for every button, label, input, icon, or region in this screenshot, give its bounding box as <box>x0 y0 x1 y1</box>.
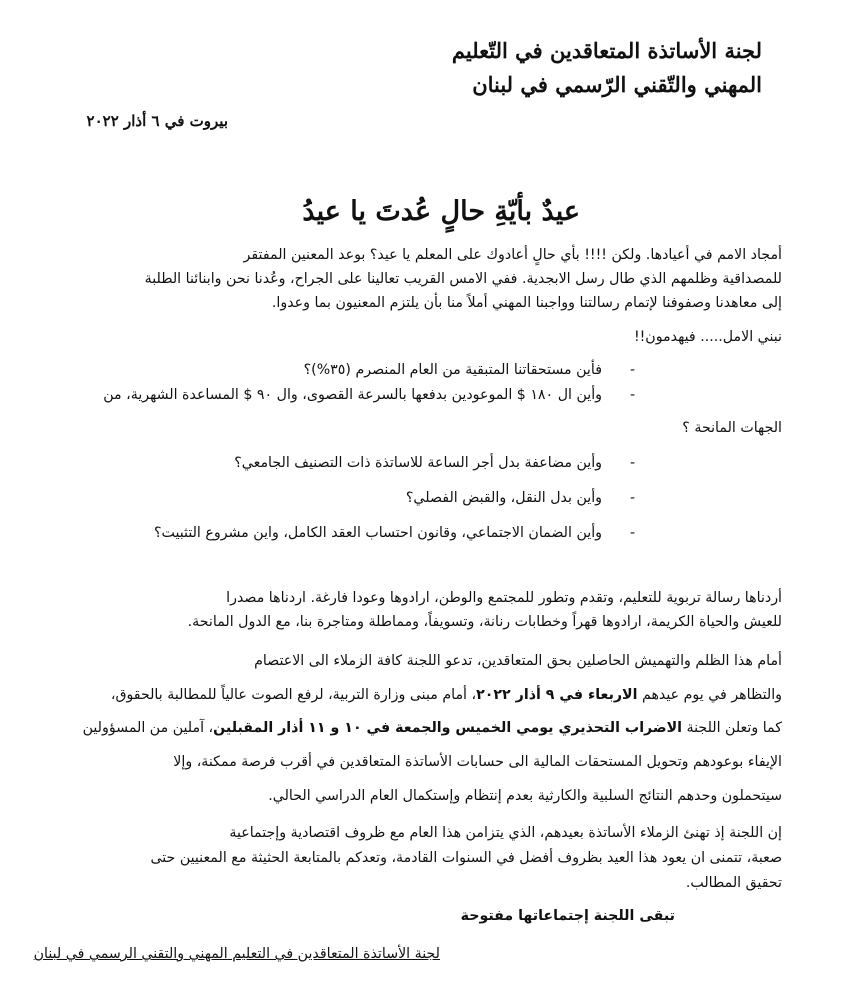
document-date: بيروت في ٦ أذار ٢٠٢٢ <box>86 112 228 130</box>
bullet-dash: - <box>629 525 635 541</box>
para4-line-2: صعبة، تتمنى ان يعود هذا العيد بظروف أفضل في السنوات القادمة، وتعدكم بالمتابعة الحثيثة مع المعنيين حتى <box>150 850 782 866</box>
bullet-dash: - <box>629 490 635 506</box>
bullet-item-2: وأين ال ١٨٠ $ الموعودين بدفعها بالسرعة القصوى، وال ٩٠ $ المساعدة الشهرية، من <box>103 387 602 403</box>
para3-line-1: أمام هذا الظلم والتهميش الحاصلين بحق المتعاقدين، تدعو اللجنة كافة الزملاء الى الاعتصام <box>254 653 782 669</box>
para3-line-4: الإيفاء بوعودهم وتحويل المستحقات المالية الى حسابات الأساتذة المتعاقدين في أقرب فرصة ممكنة، وإلا <box>173 754 782 770</box>
para4-line-1: إن اللجنة إذ تهنئ الزملاء الأساتذة بعيدهم، الذي يتزامن هذا العام مع ظروف اقتصادية وإجتماعية <box>229 825 782 841</box>
bullet-item-2-continued: الجهات المانحة ؟ <box>682 420 782 436</box>
protest-date: الاربعاء في ٩ أذار ٢٠٢٢ <box>476 687 638 703</box>
bullet-dash: - <box>629 387 635 403</box>
para3-line-3-text: كما وتعلن اللجنة <box>682 720 782 736</box>
para4-line-3: تحقيق المطالب. <box>685 875 782 891</box>
question-intro: نبني الامل..... فيهدمون!! <box>633 329 782 345</box>
para3-line-2-rest: ، أمام مبنى وزارة التربية، لرفع الصوت عالياً للمطالبة بالحقوق، <box>110 687 477 703</box>
intro-line-2: للمصداقية وظلمهم الذي طال رسل الابجدية. ففي الامس القريب تعالينا على الجراح، وعُدنا نحن وابنائنا الطلبة <box>144 271 782 287</box>
intro-line-3: إلى معاهدنا وصفوفنا لإتمام رسالتنا وواجبنا المهني أملاً منا بأن يلتزم المعنيون بما وعدوا. <box>271 295 782 311</box>
para2-line-1: أردناها رسالة تربوية للتعليم، وتقدم وتطور للمجتمع والوطن، ارادوها وعودا فارغة. اردناها مصدرا <box>226 590 782 606</box>
intro-line-1: أمجاد الامم في أعيادها. ولكن !!!! بأي حالٍ أعادوك على المعلم يا عيد؟ بوعد المعنين المفتقر <box>243 247 782 263</box>
para3-line-3 <box>83 720 782 736</box>
committee-name-line1: لجنة الأساتذة المتعاقدين في التّعليم <box>451 38 762 63</box>
para3-line-3-rest: ، آملين من المسؤولين <box>82 720 214 736</box>
bullet-item-4: وأين بدل النقل، والقبض الفصلي؟ <box>405 490 602 506</box>
strike-announcement: الاضراب التحذيري يومي الخميس والجمعة في ١٠ و ١١ أذار المقبلين <box>213 720 683 736</box>
para3-line-5: سيتحملون وحدهم النتائج السلبية والكارثية بعدم إنتظام وإستكمال العام الدراسي الحالي. <box>268 788 782 804</box>
para3-line-2 <box>111 687 782 703</box>
committee-name-line2: المهني والتّقني الرّسمي في لبنان <box>472 72 762 97</box>
bullet-item-3: وأين مضاعفة بدل أجر الساعة للاساتذة ذات التصنيف الجامعي؟ <box>234 455 602 471</box>
bullet-dash: - <box>629 362 635 378</box>
closing-statement: تبقى اللجنة إجتماعاتها مفتوحة <box>460 908 675 924</box>
document-title: عيدٌ بأيّةِ حالٍ عُدتَ يا عيدُ <box>302 196 580 227</box>
bullet-item-1: فأين مستحقاتنا المتبقية من العام المنصرم (٣٥%)؟ <box>303 362 602 378</box>
bullet-item-5: وأين الضمان الاجتماعي، وقانون احتساب العقد الكامل، واين مشروع التثبيت؟ <box>154 525 602 541</box>
bullet-dash: - <box>629 455 635 471</box>
para2-line-2: للعيش والحياة الكريمة، ارادوها قهراً وخطابات رنانة، وتسويفاً، ومماطلة ومتاجرة بنا، مع الدول المانحة. <box>187 614 782 630</box>
signature-line: لجنة الأساتذة المتعاقدين في التعليم المهني والتقني الرسمي في لبنان <box>33 946 440 962</box>
para3-line-2-text: والتظاهر في يوم عيدهم <box>637 687 782 703</box>
